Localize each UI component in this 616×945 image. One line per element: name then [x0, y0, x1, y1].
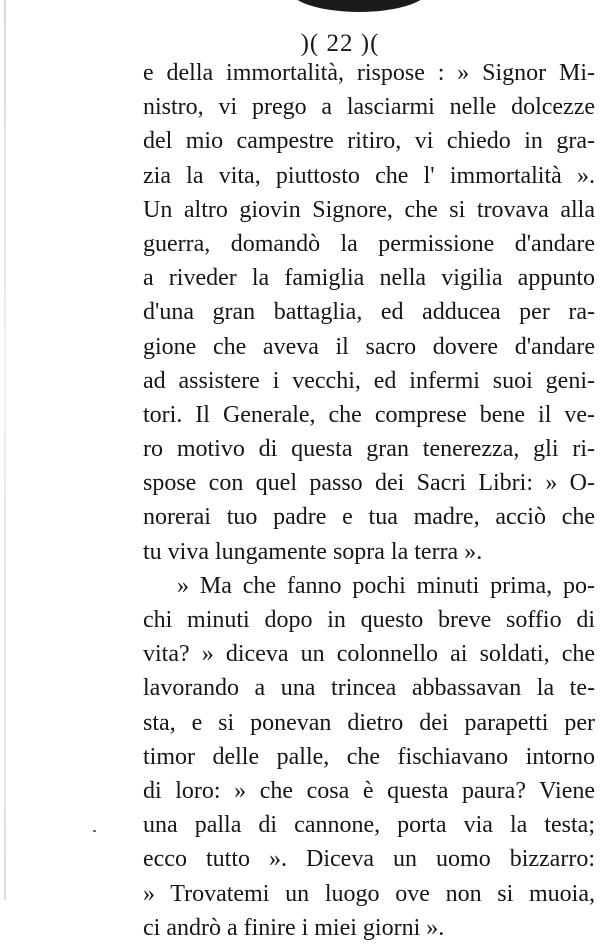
ink-speck	[93, 830, 96, 832]
text-line: chi minuti dopo in questo breve soffio di	[143, 607, 595, 633]
text-line: Un altro giovin Signore, che si trovava alla	[143, 196, 595, 223]
text-line: nistro, vi prego a lasciarmi nelle dolcezze	[143, 94, 595, 121]
text-line: timor delle palle, che fischiavano intorno	[143, 743, 595, 770]
text-line: guerra, domandò la permissione d'andare	[143, 230, 595, 257]
text-line: del mio campestre ritiro, vi chiedo in gra-	[143, 128, 595, 155]
text-line: ci andrò a finire i miei giorni ».	[143, 914, 445, 941]
paragraph-first-line: » Ma che fanno pochi minuti prima, po-	[177, 572, 595, 599]
text-line: ad assistere i vecchi, ed infermi suoi geni-	[143, 367, 595, 394]
text-line: lavorando a una trincea abbassavan la te-	[143, 675, 595, 702]
page-number: )( 22 )(	[300, 30, 380, 57]
text-line: ro motivo di questa gran tenerezza, gli ri-	[143, 436, 595, 463]
text-line: una palla di cannone, porta via la testa;	[143, 812, 595, 839]
text-line: spose con quel passo dei Sacri Libri: » O-	[143, 470, 595, 497]
text-line: vita? » diceva un colonnello ai soldati, che	[143, 641, 595, 668]
text-line: » Trovatemi un luogo ove non si muoia,	[143, 880, 595, 907]
text-line: tori. Il Generale, che comprese bene il ve-	[143, 401, 595, 428]
page-edge-shadow	[4, 0, 6, 900]
text-line: gione che aveva il sacro dovere d'andare	[143, 333, 595, 360]
text-line: sta, e si ponevan dietro dei parapetti per	[143, 709, 595, 736]
body-text	[143, 56, 595, 945]
ink-blot-decoration	[288, 0, 430, 12]
text-line: a riveder la famiglia nella vigilia appunto	[143, 265, 595, 292]
text-line: d'una gran battaglia, ed adducea per ra-	[143, 299, 595, 326]
text-line: e della immortalità, rispose : » Signor Mi-	[143, 60, 595, 86]
text-line: norerai tuo padre e tua madre, acciò che	[143, 504, 595, 531]
text-line: ecco tutto ». Diceva un uomo bizzarro:	[143, 846, 595, 873]
text-line: di loro: » che cosa è questa paura? Viene	[143, 777, 595, 804]
text-line: tu viva lungamente sopra la terra ».	[143, 538, 483, 565]
text-line: zia la vita, piuttosto che l' immortalità ».	[143, 162, 595, 189]
